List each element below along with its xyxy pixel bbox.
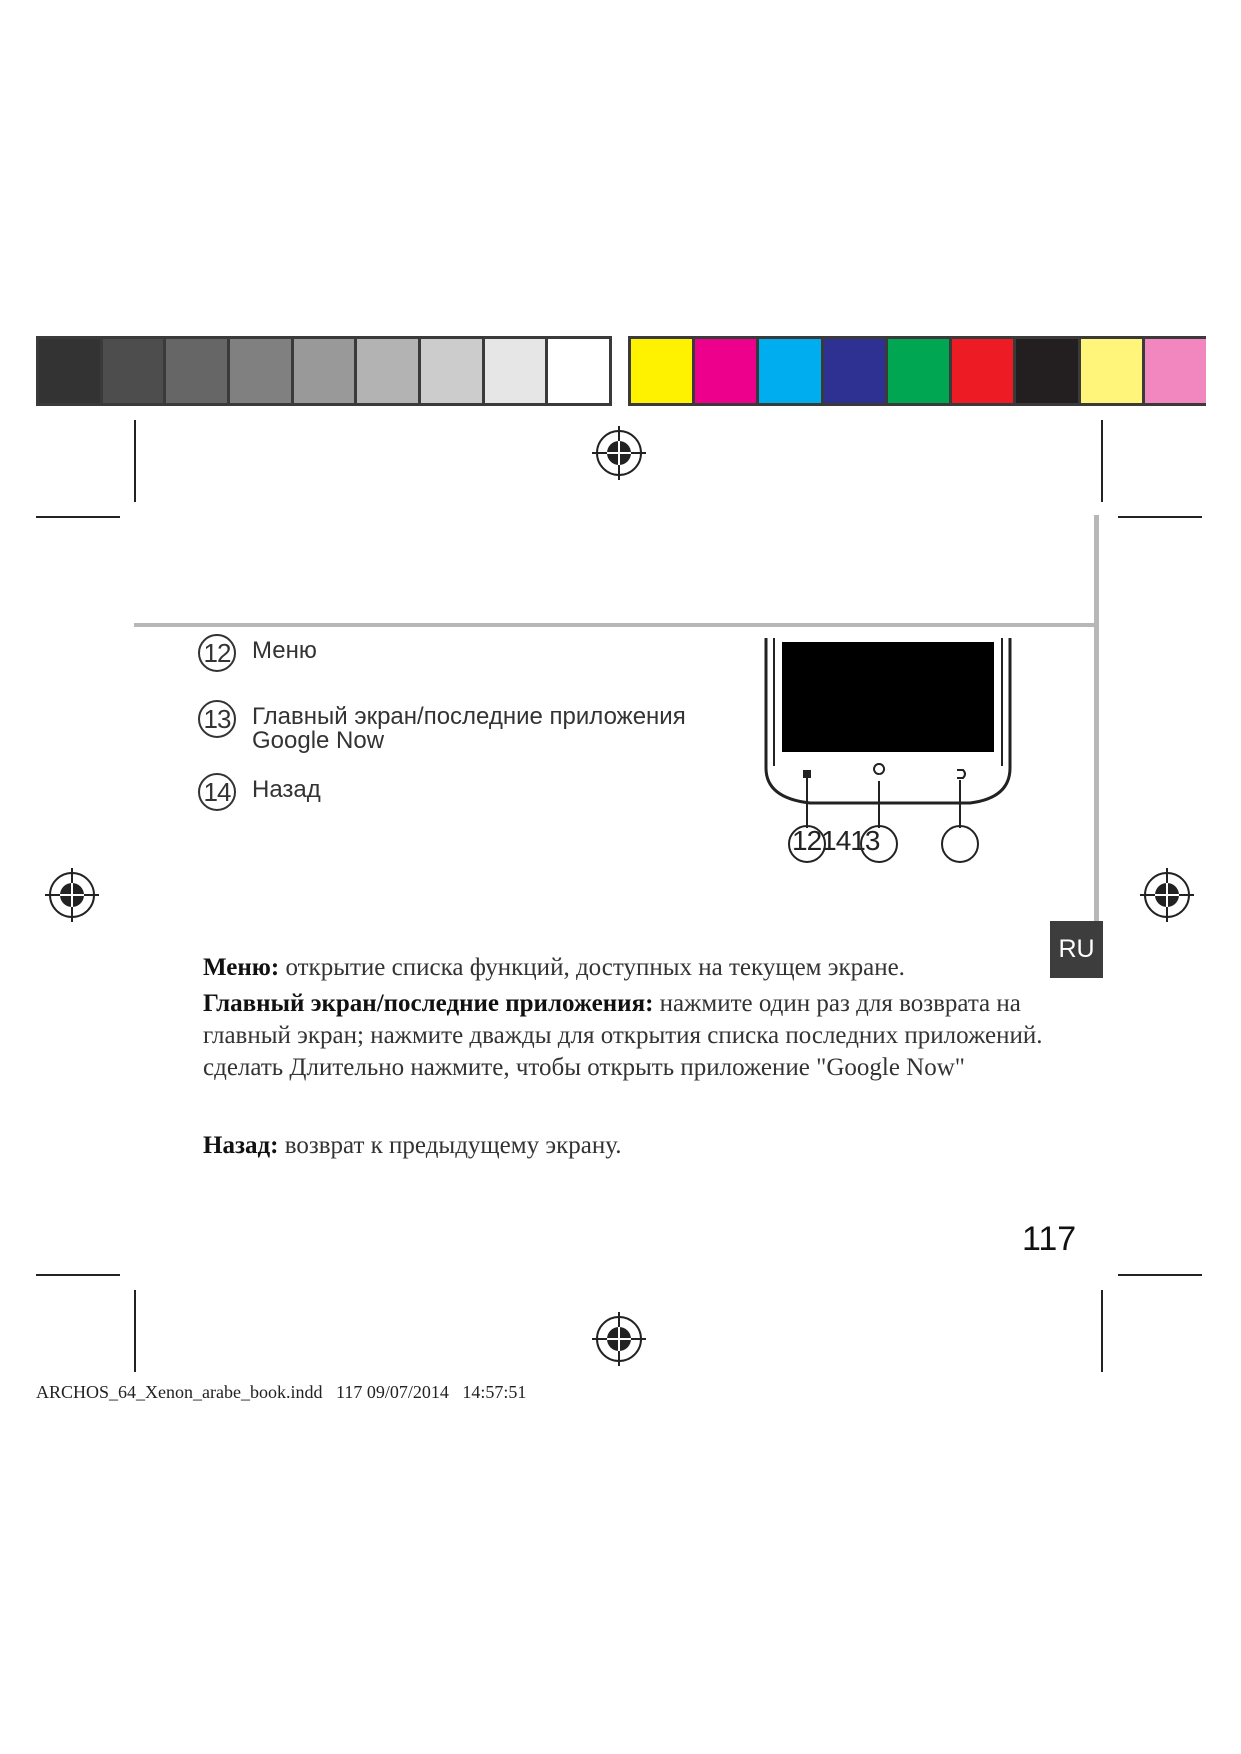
- menu-button-icon: [803, 770, 811, 778]
- crop-mark: [134, 1290, 136, 1372]
- gray-swatch: [548, 339, 609, 403]
- description: возврат к предыдущему экрану.: [278, 1132, 622, 1159]
- crop-mark: [1101, 420, 1103, 502]
- page-number: 117: [1022, 1220, 1077, 1258]
- color-swatch: [631, 339, 695, 403]
- crop-mark: [1101, 1290, 1103, 1372]
- language-tag: RU: [1050, 921, 1103, 978]
- legend-item-menu: [198, 634, 317, 672]
- callout-number: 14: [198, 773, 236, 811]
- legend-label-line1: Главный экран/последние приложения: [252, 703, 686, 730]
- crop-mark: [36, 516, 120, 518]
- diagram-callout-numbers: 121413: [792, 825, 880, 856]
- gray-swatch: [230, 339, 294, 403]
- slug-date: 09/07/2014: [366, 1382, 449, 1402]
- paragraph-back: [203, 1130, 1063, 1162]
- paragraph-menu: [203, 952, 1063, 984]
- print-slug: [36, 1382, 526, 1403]
- color-calibration-bar: [628, 336, 1206, 406]
- color-swatch: [1145, 339, 1206, 403]
- color-swatch: [824, 339, 888, 403]
- paragraph-home: [203, 988, 1063, 1084]
- margin-rule: [1094, 515, 1099, 925]
- slug-time: 14:57:51: [462, 1382, 527, 1402]
- legend-label-line2: Google Now: [252, 727, 385, 754]
- slug-file: ARCHOS_64_Xenon_arabe_book.indd: [36, 1382, 323, 1402]
- legend-label: Меню: [252, 637, 317, 664]
- crop-mark: [134, 420, 136, 502]
- color-swatch: [952, 339, 1016, 403]
- term: Главный экран/последние приложения:: [203, 990, 654, 1017]
- term: Назад:: [203, 1132, 279, 1159]
- registration-mark-icon: [1140, 868, 1194, 922]
- gray-swatch: [103, 339, 167, 403]
- gray-swatch: [421, 339, 485, 403]
- description: открытие списка функций, доступных на текущем экране.: [279, 954, 905, 981]
- registration-mark-icon: [592, 426, 646, 480]
- term: Меню:: [203, 954, 280, 981]
- crop-mark: [1118, 516, 1202, 518]
- gray-swatch: [485, 339, 549, 403]
- legend-item-home: [198, 700, 686, 753]
- gray-swatch: [166, 339, 230, 403]
- back-button-icon: [957, 770, 965, 778]
- registration-mark-icon: [592, 1312, 646, 1366]
- home-button-icon: [874, 764, 884, 774]
- color-swatch: [1016, 339, 1080, 403]
- device-screen: [782, 642, 994, 752]
- grayscale-calibration-bar: [36, 336, 612, 406]
- callout-circle: [942, 826, 978, 862]
- slug-page: 117: [335, 1382, 363, 1402]
- gray-swatch: [294, 339, 358, 403]
- legend-item-back: [198, 773, 321, 811]
- section-rule: [134, 623, 1098, 627]
- crop-mark: [1118, 1274, 1202, 1276]
- description: нажмите один раз для возврата на главный экран; нажмите дважды для открытия списка последних приложений. сделать Длительно нажмите, чтобы открыть приложение "Google Now": [203, 990, 1043, 1081]
- gray-swatch: [39, 339, 103, 403]
- color-swatch: [695, 339, 759, 403]
- callout-number: 12: [198, 634, 236, 672]
- color-swatch: [888, 339, 952, 403]
- registration-mark-icon: [45, 868, 99, 922]
- legend-label: Назад: [252, 776, 321, 803]
- gray-swatch: [357, 339, 421, 403]
- legend-label: [252, 700, 686, 753]
- color-swatch: [759, 339, 823, 403]
- color-swatch: [1081, 339, 1145, 403]
- crop-mark: [36, 1274, 120, 1276]
- callout-number: 13: [198, 700, 236, 738]
